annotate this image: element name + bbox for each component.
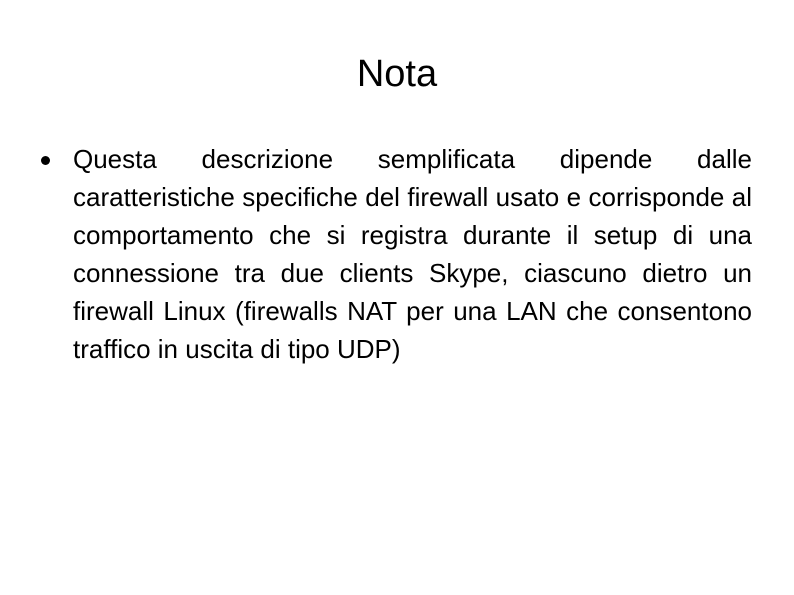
bullet-dot-icon <box>41 156 50 165</box>
bullet-text: Questa descrizione semplificata dipende dalle caratteristiche specifiche del firewall usato e corrisponde al comportamento che si registra durante il setup di una connessione tra due clients Skype, ciascuno dietro un firewall Linux (firewalls NAT per una LAN che consentono traffico in uscita di tipo UDP) <box>73 144 752 364</box>
bullet-list <box>40 140 752 368</box>
slide-title: Nota <box>356 53 438 95</box>
bullet-item <box>40 140 752 368</box>
